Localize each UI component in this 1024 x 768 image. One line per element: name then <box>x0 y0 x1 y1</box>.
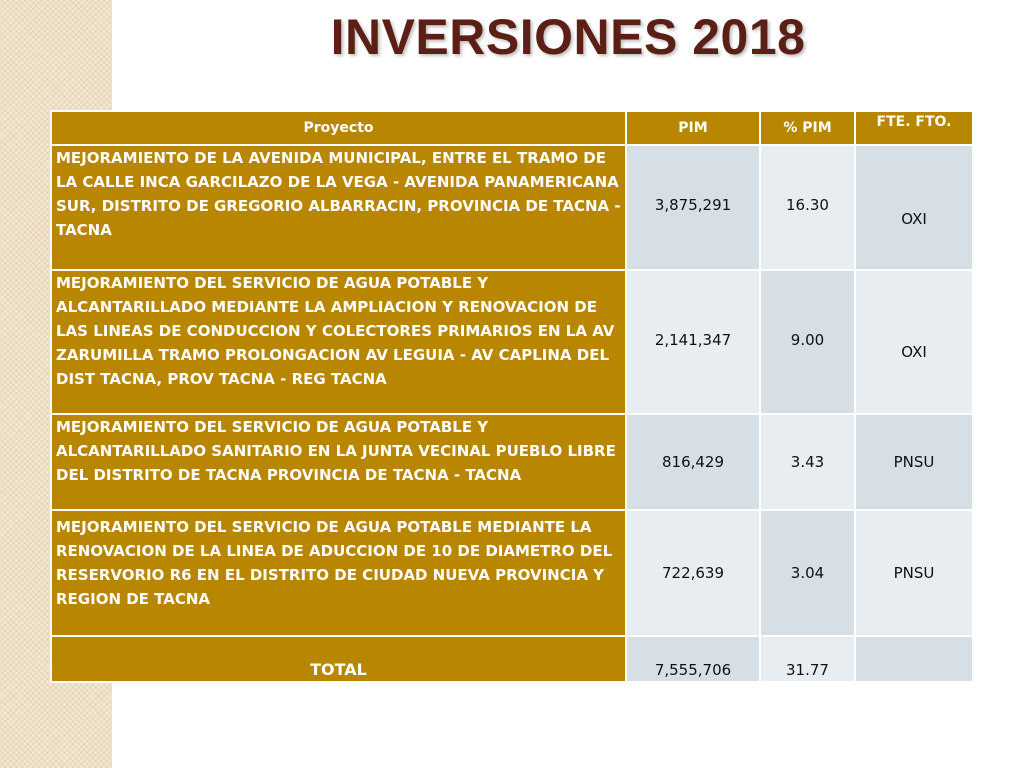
table-row <box>51 414 973 510</box>
table-row <box>51 510 973 636</box>
header-fte-fto: FTE. FTO. <box>855 111 973 145</box>
fte-value: PNSU <box>855 510 973 636</box>
fte-value: OXI <box>855 145 973 270</box>
table-header-row <box>51 111 973 145</box>
fte-value: PNSU <box>855 414 973 510</box>
table-row <box>51 145 973 270</box>
investments-table <box>50 110 974 683</box>
header-pim: PIM <box>626 111 760 145</box>
total-pct-pim-value: 31.77 <box>760 636 855 682</box>
page-title: INVERSIONES 2018 <box>330 9 806 65</box>
pim-value: 722,639 <box>626 510 760 636</box>
pim-value: 3,875,291 <box>626 145 760 270</box>
total-pim-value: 7,555,706 <box>626 636 760 682</box>
table-row <box>51 270 973 414</box>
project-name: MEJORAMIENTO DEL SERVICIO DE AGUA POTABLE Y ALCANTARILLADO MEDIANTE LA AMPLIACION Y RENOVACION DE LAS LINEAS DE CONDUCCION Y COLECTORES PRIMARIOS EN LA AV ZARUMILLA TRAMO PROLONGACION AV LEGUIA - AV CAPLINA DEL DIST TACNA, PROV TACNA - REG TACNA <box>51 270 626 414</box>
fte-value: OXI <box>855 270 973 414</box>
total-fte-value <box>855 636 973 682</box>
pct-pim-value: 3.04 <box>760 510 855 636</box>
project-name: MEJORAMIENTO DEL SERVICIO DE AGUA POTABLE Y ALCANTARILLADO SANITARIO EN LA JUNTA VECINAL PUEBLO LIBRE DEL DISTRITO DE TACNA PROVINCIA DE TACNA - TACNA <box>51 414 626 510</box>
total-label: TOTAL <box>51 636 626 682</box>
pct-pim-value: 3.43 <box>760 414 855 510</box>
project-name: MEJORAMIENTO DEL SERVICIO DE AGUA POTABLE MEDIANTE LA RENOVACION DE LA LINEA DE ADUCCION DE 10 DE DIAMETRO DEL RESERVORIO R6 EN EL DISTRITO DE CIUDAD NUEVA PROVINCIA Y REGION DE TACNA <box>51 510 626 636</box>
header-proyecto: Proyecto <box>51 111 626 145</box>
pct-pim-value: 9.00 <box>760 270 855 414</box>
project-name: MEJORAMIENTO DE LA AVENIDA MUNICIPAL, ENTRE EL TRAMO DE LA CALLE INCA GARCILAZO DE LA VEGA - AVENIDA PANAMERICANA SUR, DISTRITO DE GREGORIO ALBARRACIN, PROVINCIA DE TACNA - TACNA <box>51 145 626 270</box>
pct-pim-value: 16.30 <box>760 145 855 270</box>
header-pct-pim: % PIM <box>760 111 855 145</box>
total-row <box>51 636 973 682</box>
pim-value: 816,429 <box>626 414 760 510</box>
pim-value: 2,141,347 <box>626 270 760 414</box>
